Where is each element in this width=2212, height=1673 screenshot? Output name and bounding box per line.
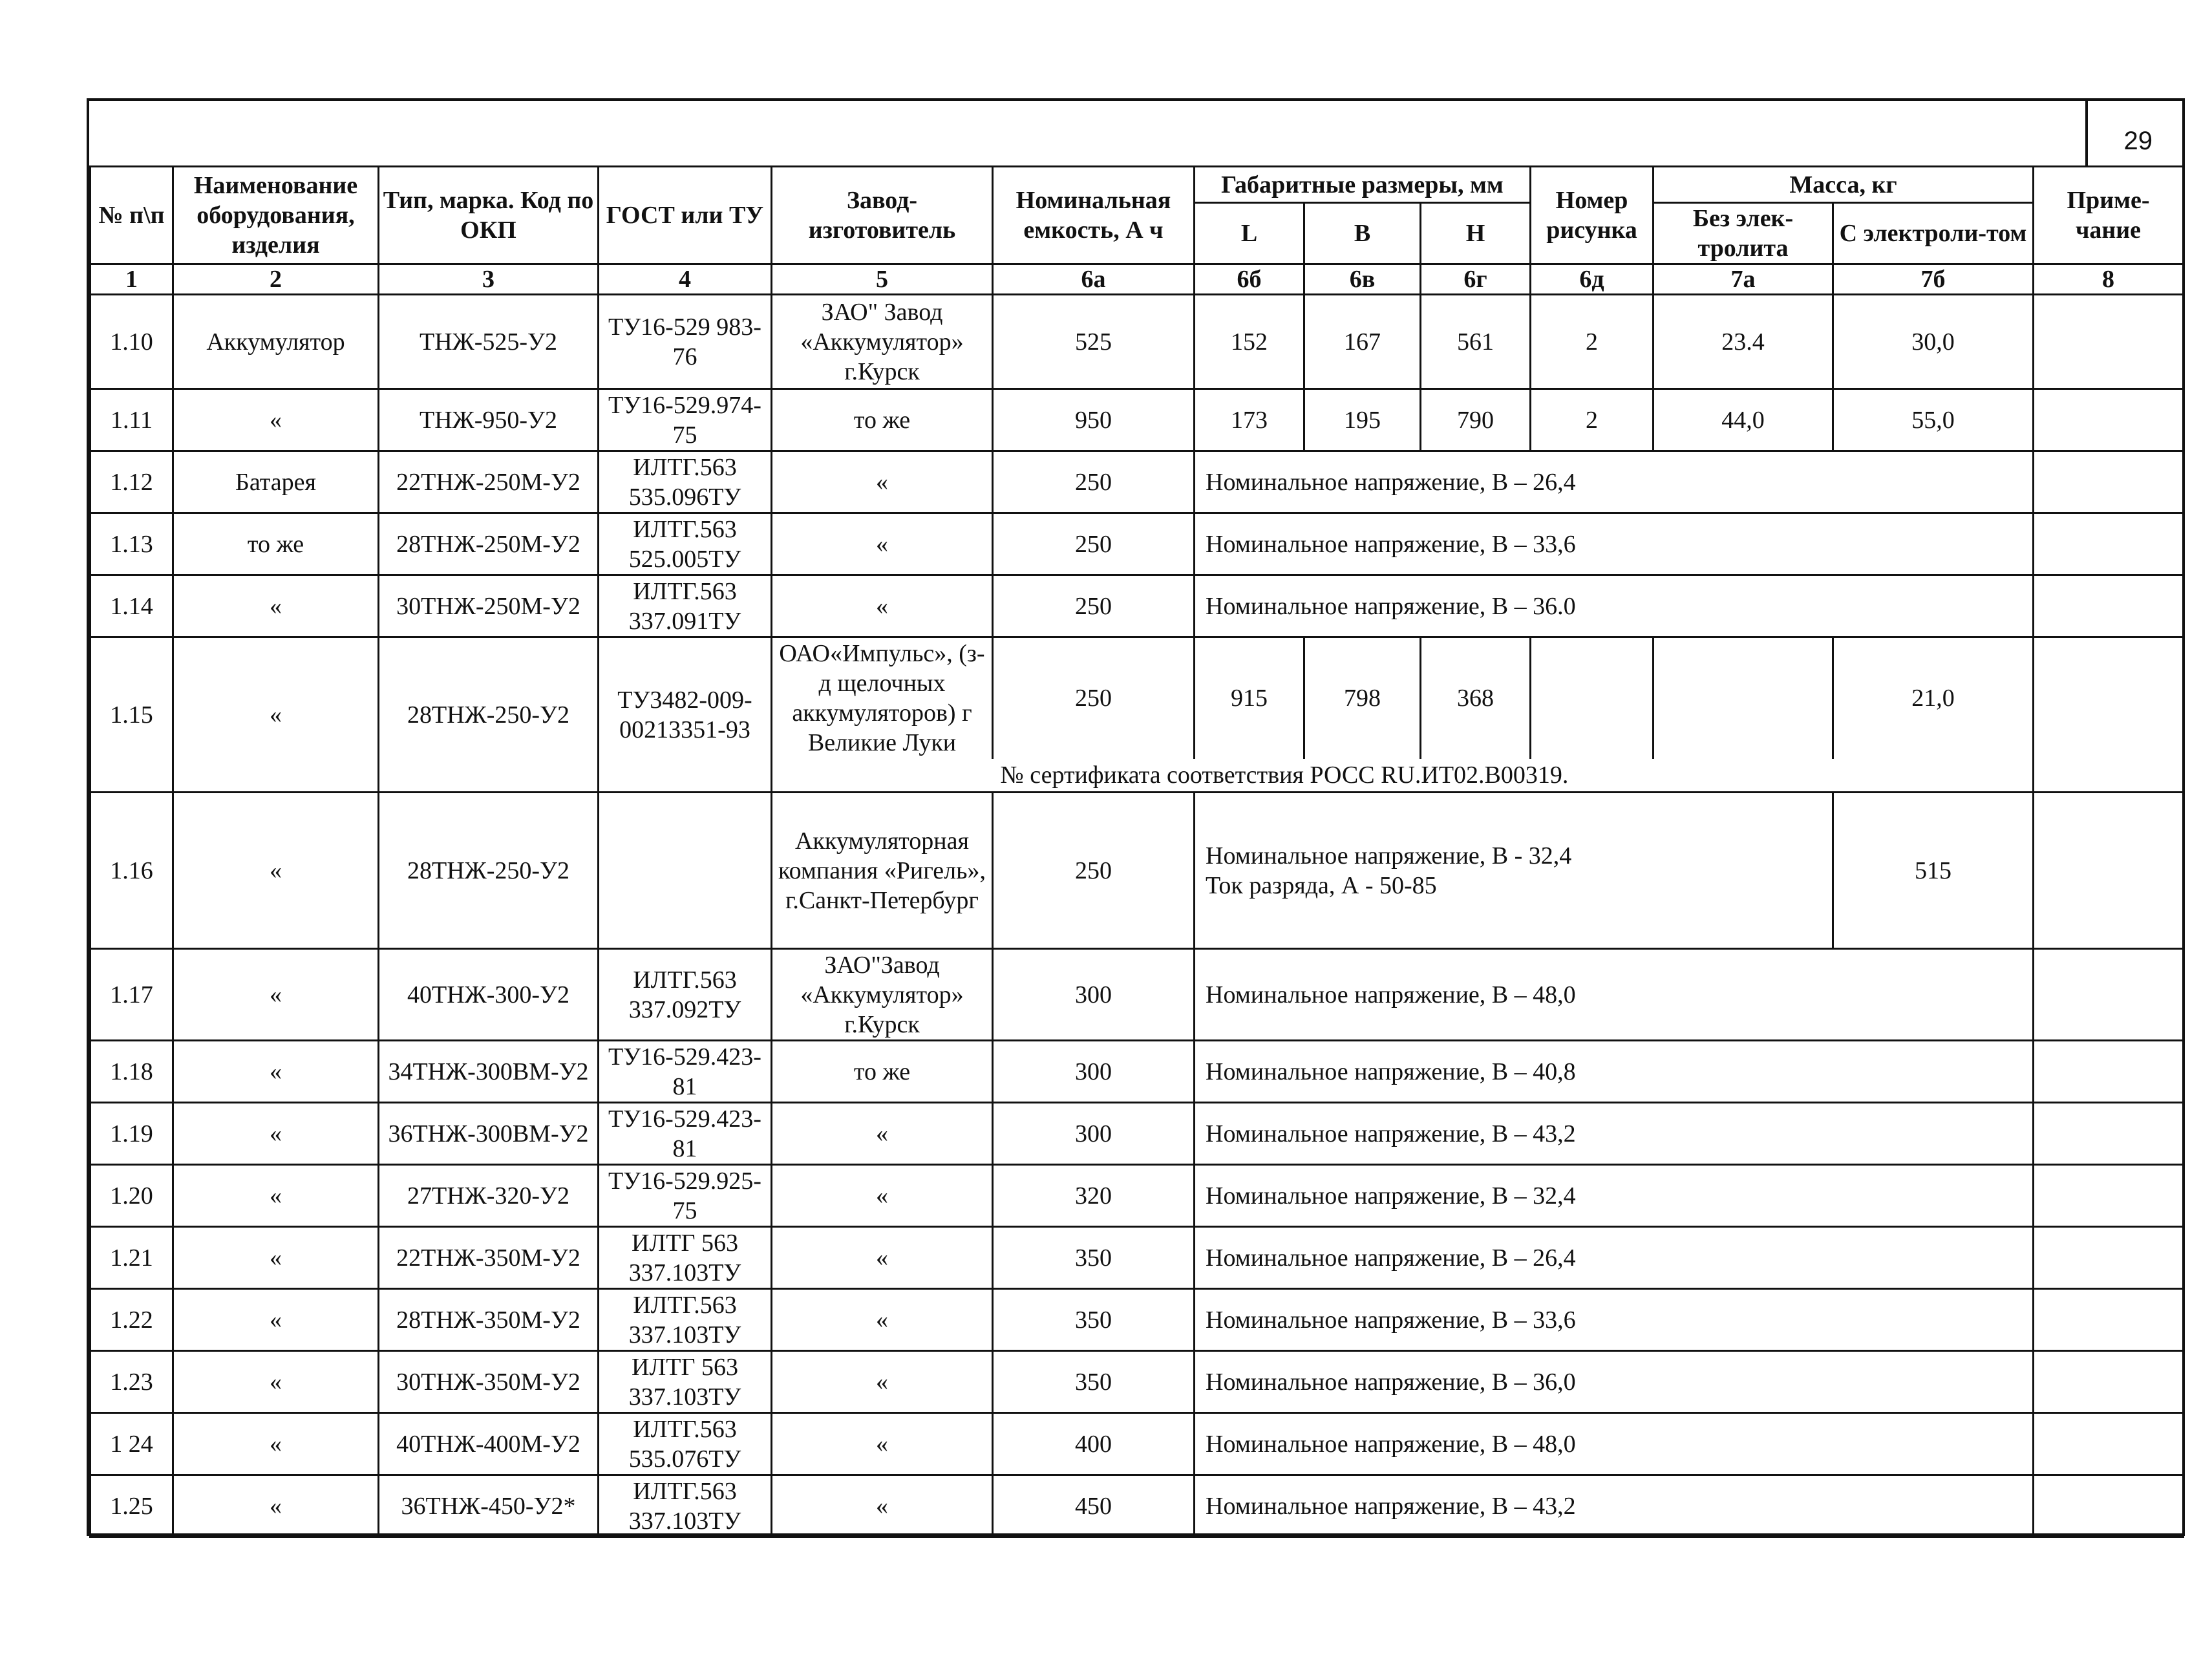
header-dims: Габаритные размеры, мм [1195, 167, 1531, 203]
row-capacity: 350 [993, 1351, 1195, 1413]
row-mass-wet: 21,0 [1833, 637, 2034, 759]
row-maker: « [772, 451, 993, 513]
row-note [2034, 1289, 2184, 1351]
header-mass: Масса, кг [1654, 167, 2034, 203]
row-number: 1.10 [90, 295, 173, 389]
row-note [2034, 1475, 2184, 1537]
row-capacity: 525 [993, 295, 1195, 389]
index-cell: 6д [1531, 264, 1654, 295]
row-mass-dry: 44,0 [1654, 389, 1833, 451]
row-capacity: 350 [993, 1289, 1195, 1351]
row-capacity: 250 [993, 793, 1195, 949]
table-row [90, 513, 2184, 575]
row-note [2034, 793, 2184, 949]
row-type: 30ТНЖ-350М-У2 [379, 1351, 599, 1413]
row-dim-l: 152 [1195, 295, 1304, 389]
header-maker: Завод-изготовитель [772, 167, 993, 264]
row-name: « [173, 389, 379, 451]
row-name: то же [173, 513, 379, 575]
row-gost [599, 793, 772, 949]
row-dim-b: 798 [1304, 637, 1421, 759]
row-voltage: Номинальное напряжение, В – 43,2 [1195, 1475, 2034, 1537]
row-type: 22ТНЖ-350М-У2 [379, 1227, 599, 1289]
row-capacity: 250 [993, 575, 1195, 637]
row-name: « [173, 575, 379, 637]
row-note [2034, 513, 2184, 575]
index-cell: 2 [173, 264, 379, 295]
table-row [90, 1475, 2184, 1537]
row-note [2034, 1227, 2184, 1289]
row-type: ТНЖ-950-У2 [379, 389, 599, 451]
row-name: « [173, 1351, 379, 1413]
row-name: « [173, 1165, 379, 1227]
index-cell: 5 [772, 264, 993, 295]
row-gost: ИЛТГ.563 535.076ТУ [599, 1413, 772, 1475]
row-capacity: 300 [993, 949, 1195, 1041]
row-type: 34ТНЖ-300ВМ-У2 [379, 1041, 599, 1103]
row-gost: ИЛТГ.563 337.092ТУ [599, 949, 772, 1041]
header-num: № п\п [90, 167, 173, 264]
row-gost: ИЛТГ.563 337.091ТУ [599, 575, 772, 637]
row-fig [1531, 637, 1654, 759]
document-frame [87, 98, 2185, 1536]
row-name: Батарея [173, 451, 379, 513]
row-type: 28ТНЖ-350М-У2 [379, 1289, 599, 1351]
row-name: « [173, 1227, 379, 1289]
row-voltage: Номинальное напряжение, В – 26,4 [1195, 1227, 2034, 1289]
row-note [2034, 451, 2184, 513]
row-dim-b: 195 [1304, 389, 1421, 451]
row-maker: то же [772, 389, 993, 451]
row-type: 40ТНЖ-300-У2 [379, 949, 599, 1041]
row-gost: ТУ16-529.974-75 [599, 389, 772, 451]
table-row [90, 637, 2184, 759]
header-dim-l: L [1195, 203, 1304, 264]
row-maker: Аккумуляторная компания «Ригель», г.Санкт-Петербург [772, 793, 993, 949]
row-note [2034, 389, 2184, 451]
row-dim-h: 561 [1421, 295, 1531, 389]
row-type: 22ТНЖ-250М-У2 [379, 451, 599, 513]
row-voltage [1195, 793, 1833, 949]
row-maker: ЗАО"Завод «Аккумулятор» г.Курск [772, 949, 993, 1041]
header-type: Тип, марка. Код по ОКП [379, 167, 599, 264]
index-cell: 8 [2034, 264, 2184, 295]
row-gost: ИЛТГ.563 535.096ТУ [599, 451, 772, 513]
row-gost: ИЛТГ.563 337.103ТУ [599, 1289, 772, 1351]
row-name: « [173, 1103, 379, 1165]
row-maker: « [772, 1475, 993, 1537]
row-number: 1.15 [90, 637, 173, 793]
row-maker: « [772, 1413, 993, 1475]
row-gost: ИЛТГ 563 337.103ТУ [599, 1227, 772, 1289]
row-voltage: Номинальное напряжение, В – 40,8 [1195, 1041, 2034, 1103]
row-voltage: Номинальное напряжение, В – 43,2 [1195, 1103, 2034, 1165]
row-maker: « [772, 1103, 993, 1165]
row-maker: « [772, 1227, 993, 1289]
row-number: 1.19 [90, 1103, 173, 1165]
table-row [90, 1041, 2184, 1103]
row-gost: ТУ3482-009-00213351-93 [599, 637, 772, 793]
row-capacity: 250 [993, 637, 1195, 759]
row-maker: « [772, 1165, 993, 1227]
index-cell: 7а [1654, 264, 1833, 295]
row-type: 28ТНЖ-250-У2 [379, 793, 599, 949]
row-number: 1 24 [90, 1413, 173, 1475]
row-name: « [173, 637, 379, 793]
row-type: 28ТНЖ-250М-У2 [379, 513, 599, 575]
row-name: « [173, 793, 379, 949]
row-note [2034, 1413, 2184, 1475]
row-current-line: Ток разряда, А - 50-85 [1206, 871, 1437, 899]
header-row-1 [90, 167, 2184, 203]
index-cell: 3 [379, 264, 599, 295]
row-capacity: 300 [993, 1103, 1195, 1165]
table-row [90, 1413, 2184, 1475]
row-note [2034, 1103, 2184, 1165]
header-fig: Номер рисунка [1531, 167, 1654, 264]
row-maker: то же [772, 1041, 993, 1103]
row-note [2034, 637, 2184, 793]
table-row [90, 451, 2184, 513]
index-cell: 7б [1833, 264, 2034, 295]
row-dim-l: 173 [1195, 389, 1304, 451]
index-cell: 1 [90, 264, 173, 295]
row-type: ТНЖ-525-У2 [379, 295, 599, 389]
row-number: 1.23 [90, 1351, 173, 1413]
row-fig: 2 [1531, 295, 1654, 389]
page-number: 29 [2123, 127, 2153, 155]
row-voltage-line: Номинальное напряжение, В - 32,4 [1206, 842, 1572, 869]
row-number: 1.12 [90, 451, 173, 513]
row-number: 1.18 [90, 1041, 173, 1103]
row-number: 1.22 [90, 1289, 173, 1351]
table-row [90, 389, 2184, 451]
index-cell: 4 [599, 264, 772, 295]
row-note [2034, 949, 2184, 1041]
row-mass-dry: 23.4 [1654, 295, 1833, 389]
row-number: 1.17 [90, 949, 173, 1041]
header-note: Приме-чание [2034, 167, 2184, 264]
row-dim-h: 368 [1421, 637, 1531, 759]
table-row [90, 575, 2184, 637]
row-name: « [173, 949, 379, 1041]
row-mass-wet: 55,0 [1833, 389, 2034, 451]
row-capacity: 320 [993, 1165, 1195, 1227]
row-voltage: Номинальное напряжение, В – 48,0 [1195, 1413, 2034, 1475]
row-type: 36ТНЖ-450-У2* [379, 1475, 599, 1537]
row-dim-l: 915 [1195, 637, 1304, 759]
header-mass-dry: Без элек-тролита [1654, 203, 1833, 264]
row-capacity: 250 [993, 451, 1195, 513]
table-row [90, 793, 2184, 949]
row-gost: ТУ16-529.925-75 [599, 1165, 772, 1227]
row-voltage: Номинальное напряжение, В – 33,6 [1195, 1289, 2034, 1351]
row-voltage: Номинальное напряжение, В – 26,4 [1195, 451, 2034, 513]
row-note [2034, 1351, 2184, 1413]
row-type: 28ТНЖ-250-У2 [379, 637, 599, 793]
row-certificate: № сертификата соответствия РОСС RU.ИТ02.В00319. [993, 759, 2034, 793]
header-dim-h: Н [1421, 203, 1531, 264]
row-number: 1.20 [90, 1165, 173, 1227]
row-capacity: 350 [993, 1227, 1195, 1289]
row-voltage: Номинальное напряжение, В – 32,4 [1195, 1165, 2034, 1227]
battery-table [89, 165, 2184, 1538]
row-gost: ТУ16-529 983-76 [599, 295, 772, 389]
table-row [90, 295, 2184, 389]
row-mass-wet: 30,0 [1833, 295, 2034, 389]
row-maker: « [772, 513, 993, 575]
row-name: « [173, 1041, 379, 1103]
index-cell: 6г [1421, 264, 1531, 295]
header-dim-b: В [1304, 203, 1421, 264]
row-name: « [173, 1475, 379, 1537]
row-mass-dry [1654, 637, 1833, 759]
row-capacity: 300 [993, 1041, 1195, 1103]
row-note [2034, 1165, 2184, 1227]
row-note [2034, 1041, 2184, 1103]
table-row [90, 1289, 2184, 1351]
page-number-cell [2085, 101, 2182, 165]
row-number: 1.14 [90, 575, 173, 637]
table-row [90, 1103, 2184, 1165]
row-fig: 2 [1531, 389, 1654, 451]
row-maker: ОАО«Импульс», (з-д щелочных аккумуляторов) г Великие Луки [772, 637, 993, 759]
row-note [2034, 295, 2184, 389]
row-capacity: 250 [993, 513, 1195, 575]
row-gost: ТУ16-529.423-81 [599, 1041, 772, 1103]
header-gost: ГОСТ или ТУ [599, 167, 772, 264]
row-maker: « [772, 1289, 993, 1351]
row-dim-b: 167 [1304, 295, 1421, 389]
row-voltage: Номинальное напряжение, В – 33,6 [1195, 513, 2034, 575]
row-gost: ИЛТГ.563 525.005ТУ [599, 513, 772, 575]
row-gost: ИЛТГ.563 337.103ТУ [599, 1475, 772, 1537]
row-number: 1.11 [90, 389, 173, 451]
row-type: 27ТНЖ-320-У2 [379, 1165, 599, 1227]
row-capacity: 400 [993, 1413, 1195, 1475]
table-row [90, 949, 2184, 1041]
index-cell: 6в [1304, 264, 1421, 295]
table-row [90, 1165, 2184, 1227]
row-note [2034, 575, 2184, 637]
header-name: Наименование оборудования, изделия [173, 167, 379, 264]
row-voltage: Номинальное напряжение, В – 48,0 [1195, 949, 2034, 1041]
row-mass-wet: 515 [1833, 793, 2034, 949]
index-cell: 6а [993, 264, 1195, 295]
row-name: Аккумулятор [173, 295, 379, 389]
row-gost: ТУ16-529.423-81 [599, 1103, 772, 1165]
index-cell: 6б [1195, 264, 1304, 295]
row-voltage: Номинальное напряжение, В – 36.0 [1195, 575, 2034, 637]
index-row [90, 264, 2184, 295]
row-maker-spacer [772, 759, 993, 793]
row-capacity: 450 [993, 1475, 1195, 1537]
row-number: 1.13 [90, 513, 173, 575]
header-capacity: Номинальная емкость, А ч [993, 167, 1195, 264]
row-gost: ИЛТГ 563 337.103ТУ [599, 1351, 772, 1413]
row-maker: « [772, 1351, 993, 1413]
row-name: « [173, 1289, 379, 1351]
row-number: 1.16 [90, 793, 173, 949]
row-type: 30ТНЖ-250М-У2 [379, 575, 599, 637]
row-maker: « [772, 575, 993, 637]
row-type: 36ТНЖ-300ВМ-У2 [379, 1103, 599, 1165]
header-mass-wet: С электроли-том [1833, 203, 2034, 264]
row-name: « [173, 1413, 379, 1475]
table-row [90, 1351, 2184, 1413]
row-maker: ЗАО" Завод «Аккумулятор» г.Курск [772, 295, 993, 389]
row-number: 1.21 [90, 1227, 173, 1289]
table-row [90, 1227, 2184, 1289]
row-voltage: Номинальное напряжение, В – 36,0 [1195, 1351, 2034, 1413]
row-number: 1.25 [90, 1475, 173, 1537]
row-type: 40ТНЖ-400М-У2 [379, 1413, 599, 1475]
row-dim-h: 790 [1421, 389, 1531, 451]
row-capacity: 950 [993, 389, 1195, 451]
